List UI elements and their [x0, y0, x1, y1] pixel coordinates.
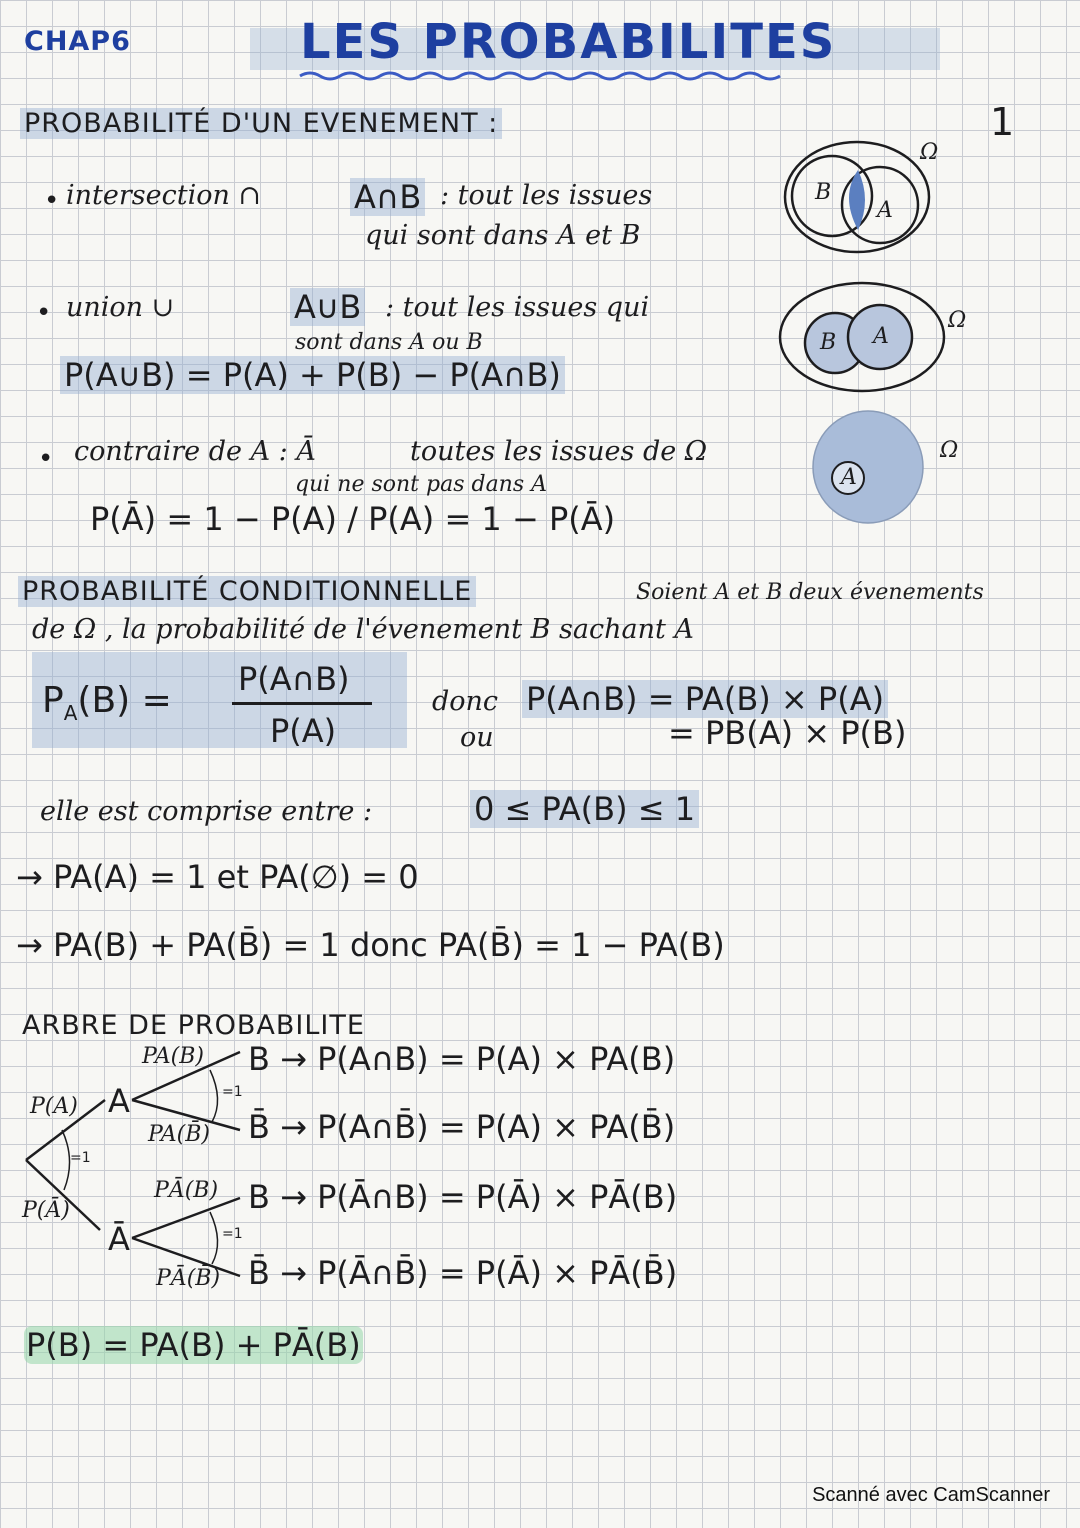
fraction-bar: [232, 702, 372, 705]
complement-shade-icon: [813, 411, 923, 523]
intersection-desc-2: qui sont dans A et B: [365, 220, 641, 251]
intersection-notation: A∩B: [350, 178, 425, 216]
sum-label-a: =1: [222, 1084, 243, 1100]
conditionnelle-intro-2: de Ω , la probabilité de l'évenement B sachant A: [32, 614, 694, 645]
fraction-numerator: P(A∩B): [238, 660, 350, 698]
union-desc-2: sont dans A ou B: [295, 330, 483, 355]
conditionnelle-intro-1: Soient A et B deux évenements: [636, 580, 984, 605]
venn-b-label: B: [820, 330, 837, 355]
ou-word: ou: [460, 722, 494, 753]
union-notation: A∪B: [290, 288, 365, 326]
scanner-footer: Scanné avec CamScanner: [812, 1484, 1050, 1506]
branch-p-abar: P(Ā): [22, 1198, 70, 1223]
venn-b-label: B: [815, 180, 832, 205]
contraire-formula: P(Ā) = 1 − P(A) / P(A) = 1 − P(Ā): [90, 500, 616, 538]
section-heading-evenement: PROBABILITÉ D'UN EVENEMENT :: [20, 108, 502, 139]
tree-row-3: B → P(Ā∩B) = P(Ā) × PĀ(B): [248, 1178, 678, 1216]
venn-a-label: A: [873, 324, 889, 349]
union-formula: P(A∪B) = P(A) + P(B) − P(A∩B): [60, 356, 565, 394]
contraire-label: contraire de A : Ā: [74, 436, 316, 467]
branch-pabar-bbar: PĀ(B̄): [156, 1266, 221, 1291]
tree-row-4: B̄ → P(Ā∩B̄) = P(Ā) × PĀ(B̄): [248, 1254, 678, 1292]
root-sum-label: =1: [70, 1150, 91, 1166]
total-probability-formula: P(B) = PA(B) + PĀ(B): [26, 1326, 361, 1364]
chapter-label: CHAP6: [24, 26, 131, 57]
omega-label: Ω: [940, 438, 959, 463]
venn-a-label: A: [877, 198, 893, 223]
contraire-desc-1: toutes les issues de Ω: [410, 436, 708, 467]
branch-p-a: P(A): [30, 1094, 78, 1119]
node-abar: Ā: [108, 1220, 130, 1258]
sum-label-abar: =1: [222, 1226, 243, 1242]
venn-diagrams: [0, 0, 1080, 560]
bullet-icon: •: [38, 444, 54, 474]
property-2: → PA(B) + PA(B̄) = 1 donc PA(B̄) = 1 − PA(B): [16, 926, 725, 964]
intersection-desc-1: : tout les issues: [440, 180, 653, 211]
branch-pabar-b: PĀ(B): [154, 1178, 219, 1203]
fraction-denominator: P(A): [270, 712, 337, 750]
property-1: → PA(A) = 1 et PA(∅) = 0: [16, 858, 419, 896]
omega-label: Ω: [920, 140, 939, 165]
bounds-text: elle est comprise entre :: [40, 796, 373, 827]
product-rule-1: P(A∩B) = PA(B) × P(A): [522, 680, 888, 718]
tree-row-2: B̄ → P(A∩B̄) = P(A) × PA(B̄): [248, 1108, 676, 1146]
intersection-label: intersection ∩: [66, 180, 262, 211]
node-a: A: [108, 1082, 130, 1120]
omega-label: Ω: [948, 308, 967, 333]
section-heading-arbre: ARBRE DE PROBABILITE: [22, 1010, 365, 1041]
section-heading-conditionnelle: PROBABILITÉ CONDITIONNELLE: [18, 576, 476, 607]
tree-row-1: B → P(A∩B) = P(A) × PA(B): [248, 1040, 676, 1078]
conditional-p: $P_A(B)$ =: [42, 680, 172, 726]
contraire-desc-2: qui ne sont pas dans A: [295, 472, 548, 497]
branch-pa-b: PA(B): [142, 1044, 205, 1069]
page-number: 1: [990, 100, 1015, 144]
bounds-formula: 0 ≤ PA(B) ≤ 1: [470, 790, 699, 828]
union-desc-1: : tout les issues qui: [385, 292, 650, 323]
donc-word: donc: [432, 686, 499, 717]
union-label: union ∪: [66, 292, 175, 323]
branch-pa-bbar: PA(B̄): [148, 1122, 211, 1147]
bullet-icon: •: [44, 186, 60, 216]
product-rule-2: = PB(A) × P(B): [668, 714, 907, 752]
page-title: LES PROBABILITES: [300, 14, 837, 70]
venn-a-label: A: [841, 465, 857, 490]
bullet-icon: •: [36, 298, 52, 328]
